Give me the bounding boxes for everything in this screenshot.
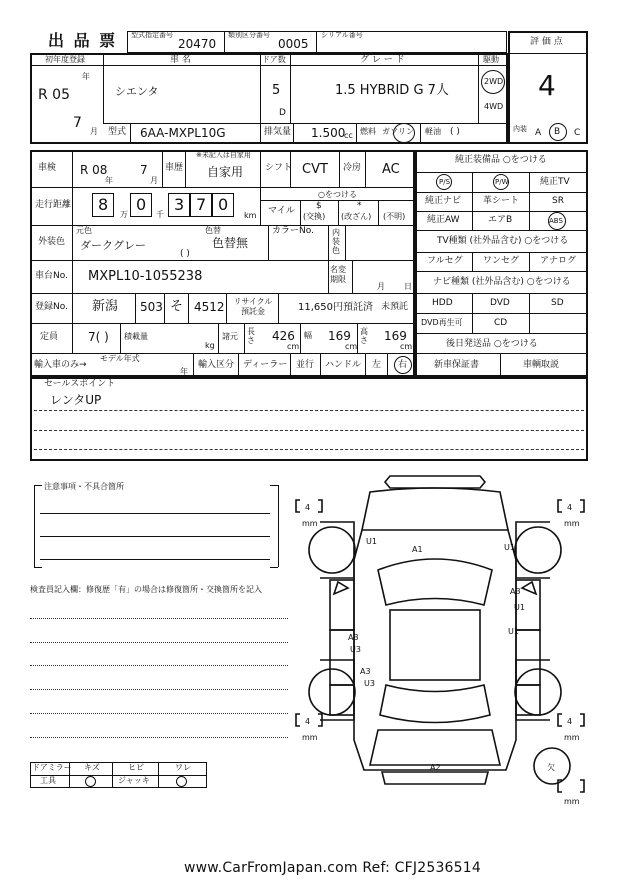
svg-text:U3: U3 (350, 645, 361, 654)
first-reg-label: 初年度登録 (45, 55, 85, 64)
capacity-value: 7( ) (88, 330, 109, 344)
mile-option: マイル (268, 206, 295, 216)
sales-point-label: セールスポイント (44, 379, 116, 389)
ac-label: 冷房 (343, 163, 362, 173)
svg-text:mm: mm (302, 733, 318, 742)
doors-value: 5 (272, 83, 281, 98)
legend-jack-circle (176, 776, 187, 787)
legend-crack: ヒビ (128, 763, 144, 772)
navi-dvd: DVD (490, 298, 510, 308)
light-oil-label: 軽油 (425, 127, 441, 136)
height-value: 169 (384, 329, 407, 343)
shift-value: CVT (302, 162, 328, 177)
grade-label: グ レ ー ド (360, 55, 405, 65)
navi-sd: SD (551, 298, 564, 308)
svg-text:mm: mm (564, 519, 580, 528)
first-reg-era: R 05 (38, 87, 70, 103)
sales-point-text: レンタUP (50, 393, 102, 407)
legend-tools: 工具 (40, 776, 56, 785)
length-value: 426 (272, 329, 295, 343)
doc-manual: 車輌取説 (523, 360, 560, 370)
tire-depth-rr: 4 (567, 717, 573, 726)
name-change-label: 名変期限 (330, 265, 346, 284)
mileage-circle-note: ○をつける (318, 190, 357, 199)
mark-hood: A1 (412, 545, 423, 554)
parallel-option: 並行 (296, 360, 315, 370)
chassis-label: 車台No. (35, 271, 68, 281)
model-type-label: 型式 (108, 127, 127, 137)
steering-label: ハンドル (325, 360, 362, 370)
load-label: 積載量 (124, 332, 148, 341)
tv-oneseg: ワンセグ (483, 256, 520, 266)
first-reg-month: 7 (73, 115, 82, 131)
recycle-unpaid: 未預託 (381, 302, 409, 312)
equip-ps: P/S (439, 178, 451, 186)
serial-label: シリアル番号 (321, 31, 363, 39)
legend-tools-circle (85, 776, 96, 787)
displacement-label: 排気量 (264, 127, 292, 137)
width-value: 169 (328, 329, 351, 343)
interior-color-label: 内装色 (332, 228, 340, 255)
equip-airbag: エアB (488, 215, 513, 225)
fuel-gasoline: ガソリン (382, 127, 414, 136)
tire-depth-fr: 4 (567, 503, 573, 512)
equip-sr: SR (552, 196, 564, 206)
usage-value: 自家用 (207, 165, 244, 179)
svg-text:mm: mm (564, 733, 580, 742)
tire-depth-fl: 4 (305, 503, 311, 512)
color-change-value: 色替無 (212, 236, 249, 250)
color-no-label: カラーNo. (272, 226, 314, 236)
grade-value: 1.5 HYBRID G 7人 (335, 83, 449, 98)
tv-type-label: TV種類 (社外品含む) ○をつける (437, 236, 569, 246)
unknown-option: (不明) (383, 212, 406, 221)
mark-left-rear-door: A3 (348, 633, 359, 642)
car-name-label: 車 名 (170, 55, 191, 65)
category-no-value: 0005 (278, 37, 309, 51)
tv-fullseg: フルセグ (427, 256, 463, 266)
score-value: 4 (538, 69, 556, 102)
usage-label: 車歴 (165, 163, 184, 173)
navi-cd: CD (494, 318, 508, 328)
mark-right-rear-door: U1 (508, 627, 519, 636)
legend-break: ワレ (175, 763, 191, 772)
doc-warranty: 新車保証書 (434, 360, 480, 370)
svg-text:U3: U3 (364, 679, 375, 688)
drive-label: 駆動 (483, 55, 499, 64)
mark-right-front-door: A3 (510, 587, 521, 596)
drive-4wd: 4WD (484, 102, 504, 111)
equip-tv: 純正TV (540, 177, 570, 187)
later-docs-label: 後日発送品 ○をつける (446, 339, 538, 349)
svg-text:mm: mm (302, 519, 318, 528)
steering-right: 右 (398, 360, 408, 370)
registration-number: 4512 (194, 300, 225, 314)
mileage-digit-5: 0 (218, 195, 229, 214)
legend-door-mirror: ドアミラー (32, 763, 72, 772)
mark-spare-missing: 欠 (547, 763, 555, 772)
inspection-label: 車検 (38, 163, 57, 173)
svg-text:mm: mm (564, 797, 580, 806)
exterior-color-label: 外装色 (38, 237, 66, 247)
car-damage-diagram (290, 470, 600, 810)
drive-2wd: 2WD (484, 77, 504, 86)
equip-navi: 純正ナビ (425, 196, 462, 206)
original-color-value: ダークグレー (80, 239, 146, 252)
registration-kana: そ (170, 299, 184, 314)
import-label: 輸入車のみ→ (34, 360, 87, 370)
exchange-option: (交換) (303, 212, 326, 221)
import-class-label: 輸入区分 (198, 360, 235, 370)
chassis-value: MXPL10-1055238 (88, 269, 203, 284)
caution-label: 注意事項・不具合箇所 (44, 482, 124, 491)
recycle-label: リサイクル預託金 (233, 297, 273, 316)
mileage-digit-3: 3 (174, 195, 185, 214)
svg-text:U1: U1 (514, 603, 525, 612)
registration-area: 新潟 (92, 299, 119, 314)
legend-scratch: キズ (84, 763, 100, 772)
shift-label: シフト (265, 163, 293, 173)
mileage-digit-2: 0 (136, 195, 147, 214)
model-type-value: 6AA-MXPL10G (140, 126, 226, 140)
page-title: 出 品 票 (48, 31, 118, 50)
displacement-value: 1.500 (311, 126, 346, 140)
mark-left-rear-quarter: A3 (360, 667, 371, 676)
capacity-label: 定員 (40, 332, 59, 342)
tv-analog: アナログ (540, 256, 577, 266)
tire-depth-rl: 4 (305, 717, 311, 726)
interior-label: 内装 (513, 125, 527, 133)
mark-rear-bumper: A2 (430, 763, 441, 772)
mark-front-right-tire: U1 (504, 543, 515, 552)
equip-aw: 純正AW (427, 215, 460, 225)
recycle-amount: 11,650円預託済 (298, 302, 373, 313)
navi-dvd-play: DVD再生可 (421, 318, 463, 327)
navi-hdd: HDD (432, 298, 453, 308)
inspection-value: R 08 (80, 163, 108, 177)
inspection-month: 7 (140, 163, 148, 177)
mark-front-left-tire: U1 (366, 537, 377, 546)
equip-leather: 革シート (483, 196, 520, 206)
dealer-option: ディーラー (243, 360, 288, 370)
genuine-equipment-label: 純正装備品 ○をつける (455, 155, 547, 165)
watermark-footer: www.CarFromJapan.com Ref: CFJ2536514 (184, 860, 481, 876)
ac-value: AC (382, 162, 400, 177)
score-label: 評 価 点 (530, 37, 563, 47)
altered-option: (改ざん) (341, 212, 372, 221)
doors-label: ドア数 (262, 55, 286, 64)
dims-label: 諸元 (222, 332, 238, 341)
equip-pw: P/W (495, 178, 509, 186)
car-name-value: シエンタ (115, 85, 159, 98)
mileage-digit-1: 8 (98, 195, 109, 214)
equip-abs: ABS (549, 217, 563, 225)
mileage-label: 走行距離 (35, 200, 72, 210)
inspector-label: 検査員記入欄：修復歴「有」の場合は修復箇所・交換箇所を記入 (30, 585, 262, 594)
interior-b: B (554, 127, 561, 137)
mileage-digit-4: 7 (196, 195, 207, 214)
legend-jack: ジャッキ (118, 776, 150, 785)
category-no-label: 類別区分番号 (228, 31, 270, 39)
steering-left: 左 (372, 360, 382, 370)
registration-label: 登録No. (35, 302, 68, 312)
fuel-label: 燃料 (360, 127, 376, 136)
model-designation-label: 型式指定番号 (131, 31, 173, 39)
model-designation-value: 20470 (178, 37, 217, 51)
registration-class: 503 (140, 300, 163, 314)
navi-type-label: ナビ種類 (社外品含む) ○をつける (433, 277, 571, 287)
